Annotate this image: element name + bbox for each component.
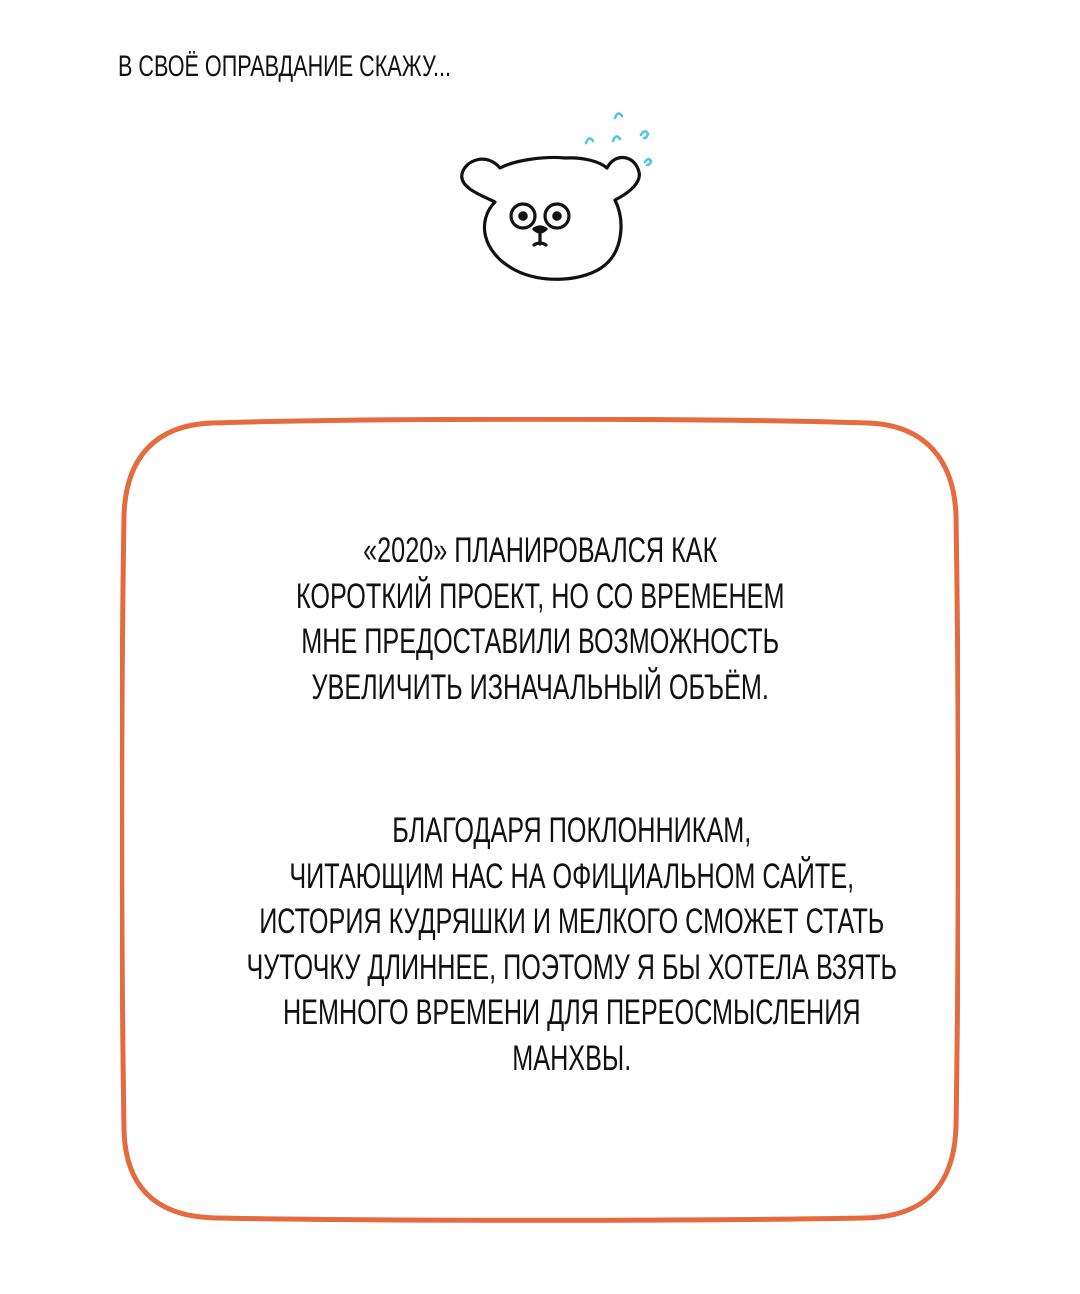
worried-bear-icon <box>455 100 675 295</box>
bear-mouth <box>534 233 546 245</box>
note-line: ИСТОРИЯ КУДРЯШКИ И МЕЛКОГО СМОЖЕТ СТАТЬ <box>259 902 885 941</box>
note-line: МНЕ ПРЕДОСТАВИЛИ ВОЗМОЖНОСТЬ <box>301 622 779 661</box>
note-line: НЕМНОГО ВРЕМЕНИ ДЛЯ ПЕРЕОСМЫСЛЕНИЯ <box>282 993 861 1032</box>
note-paragraph-1 <box>120 528 960 710</box>
note-line: БЛАГОДАРЯ ПОКЛОННИКАМ, <box>392 811 752 850</box>
note-line: ЧИТАЮЩИМ НАС НА ОФИЦИАЛЬНОМ САЙТЕ, <box>289 856 855 896</box>
note-line: УВЕЛИЧИТЬ ИЗНАЧАЛЬНЫЙ ОБЪЁМ. <box>311 667 769 707</box>
note-line: «2020» ПЛАНИРОВАЛСЯ КАК <box>362 531 718 570</box>
note-line: МАНХВЫ. <box>512 1038 632 1078</box>
bear-nose <box>534 227 546 232</box>
note-line: ЧУТОЧКУ ДЛИННЕЕ, ПОЭТОМУ Я БЫ ХОТЕЛА ВЗЯТЬ <box>246 947 898 987</box>
page-heading: В СВОЁ ОПРАВДАНИЕ СКАЖУ... <box>118 50 451 83</box>
bear-head-outline <box>462 157 640 279</box>
note-paragraph-2 <box>120 808 960 1081</box>
note-line: КОРОТКИЙ ПРОЕКТ, НО СО ВРЕМЕНЕМ <box>295 576 785 616</box>
